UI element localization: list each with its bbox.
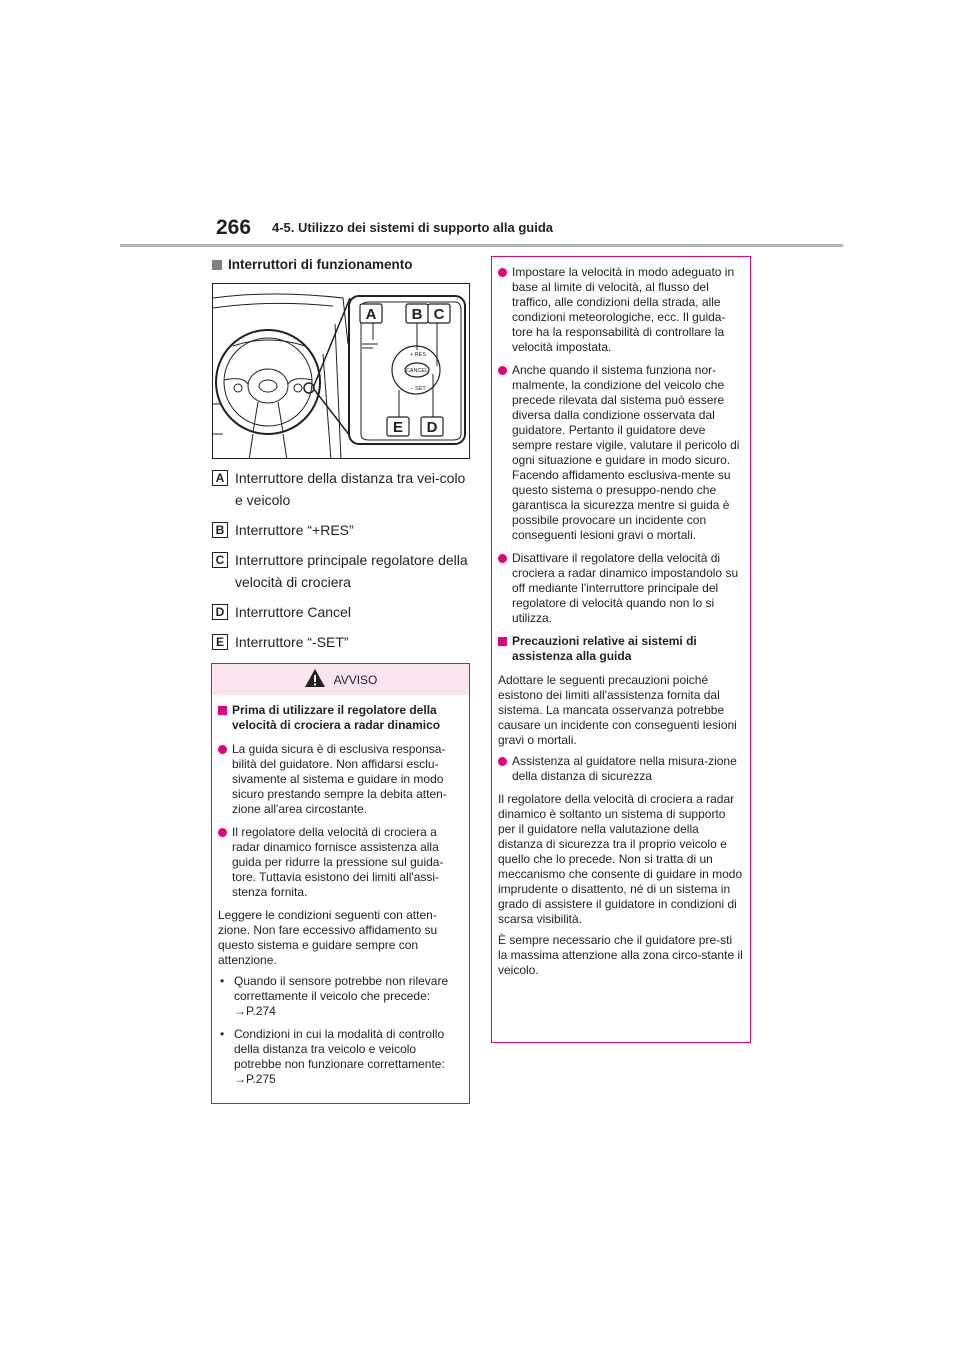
- warning-paragraph: Leggere le condizioni seguenti con atten-zione. Non fare eccessivo affidamento su questo sistema e guidare sempre con attenzione.: [218, 908, 438, 967]
- warning-bullet-text: Assistenza al guidatore nella misura-zione della distanza di sicurezza: [512, 754, 737, 783]
- warning-paragraph: È sempre necessario che il guidatore pre-sti la massima attenzione alla zona circo-stante il veicolo.: [498, 933, 743, 977]
- warning-sub-bullet: [218, 1027, 463, 1087]
- page-reference[interactable]: [234, 1004, 463, 1019]
- legend-text: Interruttore della distanza tra vei-colo e veicolo: [235, 470, 466, 508]
- warning-box: [211, 663, 470, 1104]
- cancel-switch-label: CANCEL: [405, 368, 429, 374]
- legend-item: [212, 519, 470, 541]
- warning-paragraph: Il regolatore della velocità di crociera a radar dinamico è soltanto un sistema di supporto per il guidatore nella valutazione della distanza di sicurezza tra il proprio veicolo e quello che lo precede. Non si tratta di un meccanismo che consente di guidare in modo imprudente o disattento, né di un sistema in grado di assistere il guidatore in condizioni di scarsa visibilità.: [498, 792, 743, 926]
- legend-text: Interruttore “-SET”: [235, 634, 349, 650]
- circle-bullet-icon: [498, 757, 507, 766]
- steering-switch-illustration: [212, 283, 470, 459]
- legend-text: Interruttore principale regolatore della velocità di crociera: [235, 552, 468, 590]
- legend-key: A: [212, 470, 228, 486]
- warning-sub-bullet-text: Condizioni in cui la modalità di controllo della distanza tra veicolo e veicolo potrebbe non funzionare correttamente:: [234, 1027, 445, 1071]
- dot-bullet-icon: •: [220, 1027, 225, 1041]
- legend-item: [212, 601, 470, 623]
- right-arrow-icon: →: [234, 1004, 246, 1018]
- header-rule: [120, 244, 843, 247]
- section-heading-text: Interruttori di funzionamento: [228, 257, 413, 272]
- callout-b: B: [411, 306, 423, 323]
- circle-bullet-icon: [218, 828, 227, 837]
- square-bullet-icon: [212, 260, 222, 270]
- warning-bullet-text: La guida sicura è di esclusiva responsa-bilità del guidatore. Non affidarsi esclu-sivamente al sistema e guidare in modo sicuro prestando sempre la debita atten-zione all'area circostante.: [232, 742, 447, 816]
- callout-a: A: [365, 306, 377, 323]
- warning-bullet: [218, 825, 463, 900]
- warning-bullet: [498, 754, 744, 784]
- warning-sub-bullet: [218, 974, 463, 1019]
- warning-body: [212, 695, 469, 1087]
- legend-key: E: [212, 634, 228, 650]
- set-switch-label: − SET: [410, 386, 426, 392]
- legend-item: [212, 631, 470, 653]
- section-heading: [212, 257, 413, 272]
- legend-key: B: [212, 522, 228, 538]
- warning-bullet-text: Anche quando il sistema funziona nor-malmente, la condizione del veicolo che precede rilevata dal sistema può essere diversa dalla condizione osservata dal guidatore. Pertanto il guidatore deve sempre restare vigile, valutare il pericolo di ogni situazione e guidare in modo sicuro. Facendo affidamento esclusiva-mente su questo sistema o presuppo-nendo che garantisca la sicurezza mentre si guida è possibile provocare un incidente con conseguenti lesioni gravi o mortali.: [512, 363, 740, 542]
- callout-d: D: [426, 419, 438, 436]
- circle-bullet-icon: [498, 366, 507, 375]
- legend-item: [212, 467, 470, 511]
- page-reference-text: P.274: [246, 1004, 276, 1018]
- warning-bullet-text: Disattivare il regolatore della velocità di crociera a radar dinamico impostandolo su off mediante l'interruttore principale del regolatore di velocità quando non lo si utilizza.: [512, 551, 739, 625]
- warning-header: [212, 664, 469, 695]
- legend-key: C: [212, 552, 228, 568]
- callout-e: E: [392, 419, 404, 436]
- square-bullet-icon: [218, 706, 227, 715]
- switch-legend: [212, 467, 470, 661]
- circle-bullet-icon: [218, 745, 227, 754]
- dot-bullet-icon: •: [220, 974, 225, 988]
- page-reference-text: P.275: [246, 1072, 276, 1086]
- right-arrow-icon: →: [234, 1072, 246, 1086]
- page-reference[interactable]: [234, 1072, 463, 1087]
- legend-text: Interruttore “+RES”: [235, 522, 354, 538]
- page-number: 266: [216, 216, 252, 239]
- warning-bullet: [498, 265, 744, 355]
- warning-bullet: [498, 363, 744, 543]
- warning-paragraph: Adottare le seguenti precauzioni poiché esistono dei limiti all'assistenza fornita dal sistema. La mancata osservanza potrebbe causare un incidente con conseguenti lesioni gravi o mortali.: [498, 673, 737, 747]
- warning-subheading-text: Precauzioni relative ai sistemi di assistenza alla guida: [512, 634, 697, 663]
- warning-subheading-text: Prima di utilizzare il regolatore della velocità di crociera a radar dinamico: [232, 703, 441, 732]
- callout-c: C: [433, 306, 445, 323]
- warning-title: AVVISO: [333, 672, 378, 687]
- res-switch-label: + RES: [409, 352, 427, 358]
- warning-triangle-icon: [304, 668, 326, 691]
- warning-continuation-box: [491, 256, 751, 1043]
- legend-item: [212, 549, 470, 593]
- warning-bullet: [498, 551, 744, 626]
- warning-bullet: [218, 742, 463, 817]
- chapter-title: 4-5. Utilizzo dei sistemi di supporto alla guida: [272, 220, 553, 235]
- warning-bullet-text: Il regolatore della velocità di crociera a radar dinamico fornisce assistenza alla guida per ridurre la pressione sul guida-tore. Tuttavia esistono dei limiti all'assi-stenza fornita.: [232, 825, 444, 899]
- warning-subheading: [498, 634, 744, 664]
- circle-bullet-icon: [498, 554, 507, 563]
- circle-bullet-icon: [498, 268, 507, 277]
- square-bullet-icon: [498, 637, 507, 646]
- warning-sub-bullet-text: Quando il sensore potrebbe non rilevare correttamente il veicolo che precede:: [234, 974, 449, 1003]
- legend-text: Interruttore Cancel: [235, 604, 351, 620]
- warning-subheading: [218, 703, 463, 733]
- warning-bullet-text: Impostare la velocità in modo adeguato in base al limite di velocità, al flusso del traffico, alle condizioni della strada, alle condizioni meteorologiche, ecc. Il guida-tore ha la responsabilità di controllare la velocità impostata.: [512, 265, 735, 354]
- legend-key: D: [212, 604, 228, 620]
